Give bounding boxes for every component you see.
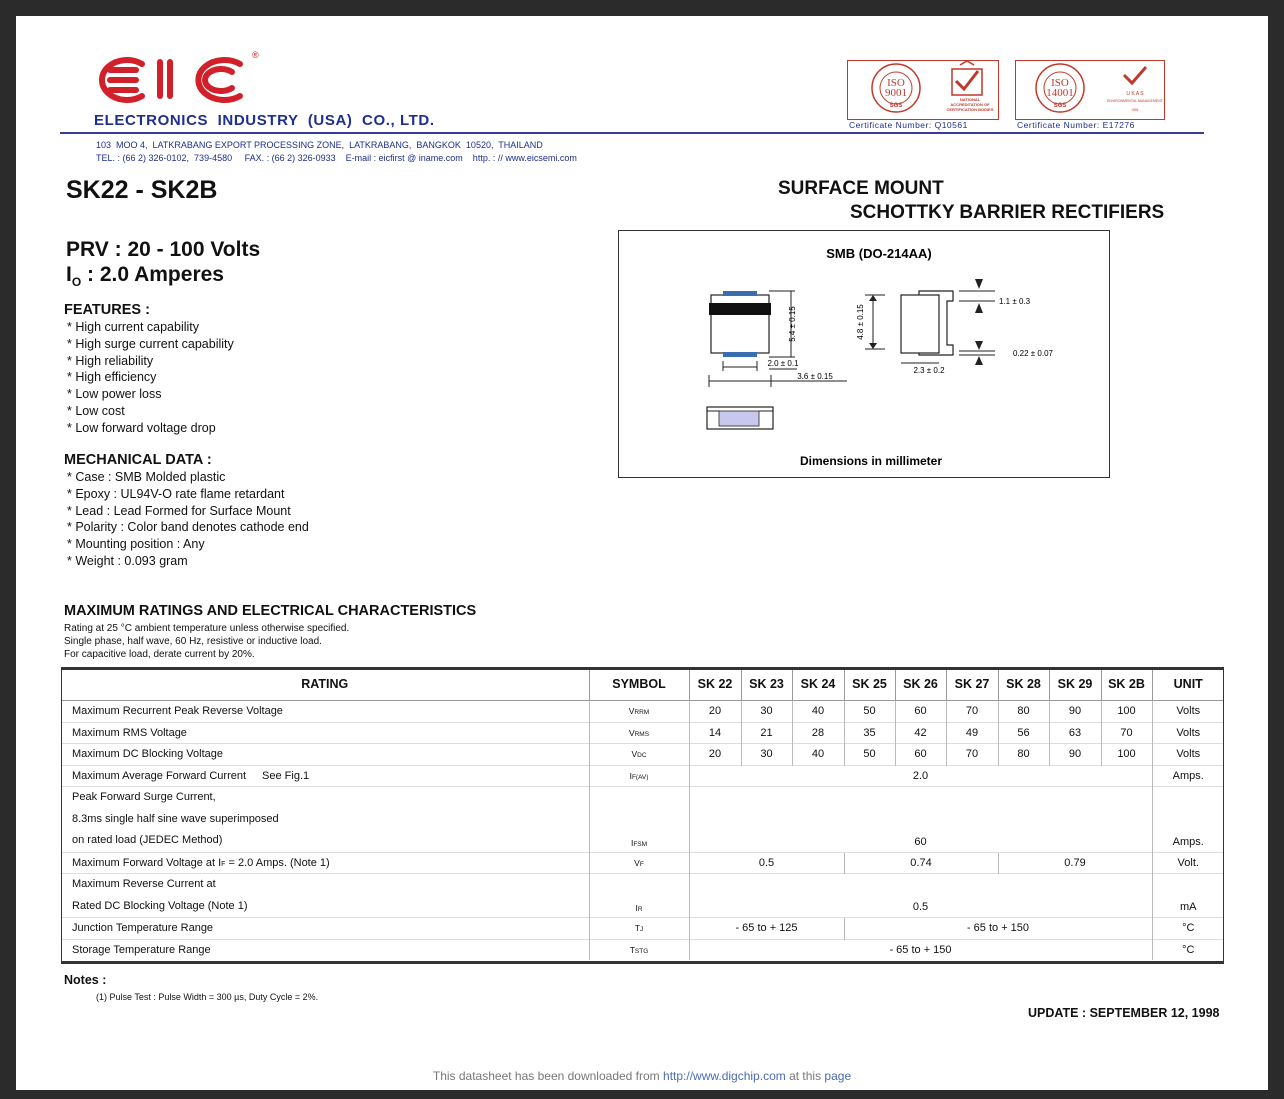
header-cell: SYMBOL	[589, 668, 689, 701]
table-row: Maximum Reverse Current at Rated DC Blocking Voltage (Note 1) IR 0.5 mA	[61, 874, 1224, 918]
iso-number: 9001	[885, 87, 907, 99]
bottom-view	[707, 407, 773, 429]
ratings-note: For capacitive load, derate current by 20%.	[64, 649, 255, 660]
side-view	[901, 279, 1054, 375]
note-1: (1) Pulse Test : Pulse Width = 300 µs, Duty Cycle = 2%.	[96, 992, 319, 1002]
features-list	[67, 319, 234, 437]
feature-item: * Low power loss	[67, 387, 162, 402]
table-row: Maximum Average Forward Current See Fig.1 IF(AV) 2.0 Amps.	[61, 765, 1224, 787]
digchip-link[interactable]: http://www.digchip.com	[663, 1069, 786, 1083]
table-bottom-border	[61, 961, 1224, 964]
header-cell: SK 29	[1049, 668, 1101, 701]
ukas-text: U K A S	[1126, 91, 1144, 97]
top-view	[709, 291, 847, 387]
table-header-row	[61, 668, 1224, 701]
dim-1-1: 1.1 ± 0.3	[999, 297, 1031, 306]
header-cell: SK 2B	[1101, 668, 1152, 701]
product-title-line-2: SCHOTTKY BARRIER RECTIFIERS	[850, 202, 1165, 223]
package-diagram	[618, 230, 1110, 478]
header-cell: SK 26	[895, 668, 946, 701]
feature-item: * High surge current capability	[67, 336, 234, 351]
product-title-line-1: SURFACE MOUNT	[778, 178, 944, 199]
dim-0-22: 0.22 ± 0.07	[1013, 349, 1053, 358]
dim-5-4: 5.4 ± 0.15	[788, 306, 797, 342]
header-cell: SK 27	[946, 668, 998, 701]
mechanical-item: * Case : SMB Molded plastic	[67, 470, 226, 484]
ukas-sub: ENVIRONMENTAL MANAGEMENT	[1107, 99, 1163, 103]
table-top-border	[61, 667, 1224, 670]
download-footer: This datasheet has been downloaded from http://www.digchip.com at this page	[432, 1069, 852, 1083]
sgs-text: SGS	[889, 103, 903, 109]
notes-heading: Notes :	[64, 973, 107, 987]
table-row: Maximum Recurrent Peak Reverse Voltage VRRM 20 30 40 50 60 70 80 90 100 Volts	[61, 701, 1224, 723]
iso14001-certificate	[1015, 60, 1165, 120]
mechanical-item: * Epoxy : UL94V-O rate flame retardant	[67, 486, 285, 501]
io-rating: $I_O$ : 2.0 Amperes	[66, 263, 224, 290]
ratings-table	[61, 668, 1224, 960]
company-name: ELECTRONICS INDUSTRY (USA) CO., LTD.	[94, 112, 435, 129]
mechanical-list	[67, 469, 309, 570]
ratings-notes	[64, 622, 349, 661]
iso-number: 14001	[1046, 87, 1074, 99]
iso-text: ISO	[1051, 77, 1069, 89]
page-link[interactable]: page	[824, 1069, 852, 1083]
feature-item: * Low cost	[67, 403, 125, 418]
feature-item: * High current capability	[67, 320, 200, 334]
ratings-heading: MAXIMUM RATINGS AND ELECTRICAL CHARACTERISTICS	[64, 603, 477, 619]
package-title: SMB (DO-214AA)	[826, 246, 932, 261]
mechanical-item: * Weight : 0.093 gram	[67, 553, 188, 568]
header-cell: SK 24	[792, 668, 844, 701]
registered-mark: ®	[252, 50, 259, 60]
dim-2-0: 2.0 ± 0.1	[767, 359, 799, 368]
cert1-number: Certificate Number: Q10561	[849, 120, 968, 130]
dim-2-3: 2.3 ± 0.2	[913, 366, 945, 375]
diagram-caption: Dimensions in millimeter	[799, 454, 943, 468]
sgs-text: SGS	[1053, 103, 1067, 109]
ukas-num: 005	[1131, 107, 1139, 112]
address-line-2: TEL. : (66 2) 326-0102, 739-4580 FAX. : (66 2) 326-0933 E-mail : eicfirst @ iname.com http. : // www.eicsemi.com	[96, 153, 577, 163]
update-date: UPDATE : SEPTEMBER 12, 1998	[1028, 1006, 1220, 1020]
feature-item: * Low forward voltage drop	[67, 420, 216, 435]
table-row: Storage Temperature Range TSTG - 65 to + 150 °C	[61, 939, 1224, 960]
mechanical-heading: MECHANICAL DATA :	[64, 452, 212, 468]
mechanical-item: * Lead : Lead Formed for Surface Mount	[67, 503, 291, 518]
prv-rating: PRV : 20 - 100 Volts	[66, 238, 261, 261]
header-rule	[60, 132, 1204, 134]
header-cell: SK 25	[844, 668, 895, 701]
table-left-border	[61, 667, 62, 963]
ratings-note: Single phase, half wave, 60 Hz, resistive or inductive load.	[64, 636, 322, 647]
header-cell: RATING	[61, 668, 589, 701]
header-cell: SK 23	[741, 668, 792, 701]
height-dimension	[856, 295, 885, 349]
part-number: SK22 - SK2B	[66, 176, 218, 204]
table-row: Maximum DC Blocking Voltage VDC 20 30 40 50 60 70 80 90 100 Volts	[61, 744, 1224, 766]
feature-item: * High efficiency	[67, 370, 157, 385]
table-row: Maximum RMS Voltage VRMS 14 21 28 35 42 49 56 63 70 Volts	[61, 722, 1224, 744]
table-right-border	[1223, 667, 1224, 963]
table-row: Junction Temperature Range TJ - 65 to + 125 - 65 to + 150 °C	[61, 918, 1224, 940]
nacb-text: NATIONAL ACCREDITATION OF CERTIFICATION BODIES	[946, 97, 994, 112]
header-cell: SK 28	[998, 668, 1049, 701]
features-heading: FEATURES :	[64, 302, 150, 318]
iso9001-certificate	[847, 60, 999, 120]
dim-4-8: 4.8 ± 0.15	[856, 304, 865, 340]
table-row: Peak Forward Surge Current, 8.3ms single half sine wave superimposed on rated load (JEDEC Method) IFSM 60 Amps.	[61, 787, 1224, 853]
header-cell: UNIT	[1152, 668, 1224, 701]
mechanical-item: * Mounting position : Any	[67, 537, 205, 552]
cert2-number: Certificate Number: E17276	[1017, 120, 1135, 130]
feature-item: * High reliability	[67, 353, 154, 368]
eic-logo	[90, 54, 260, 104]
header-cell: SK 22	[689, 668, 741, 701]
ratings-note: Rating at 25 °C ambient temperature unless otherwise specified.	[64, 623, 350, 634]
mechanical-item: * Polarity : Color band denotes cathode end	[67, 520, 309, 535]
iso-text: ISO	[887, 77, 905, 89]
datasheet-page	[16, 16, 1268, 1090]
table-row: Maximum Forward Voltage at IF = 2.0 Amps. (Note 1) VF 0.5 0.74 0.79 Volt.	[61, 852, 1224, 874]
address-line-1: 103 MOO 4, LATKRABANG EXPORT PROCESSING ZONE, LATKRABANG, BANGKOK 10520, THAILAND	[96, 140, 543, 150]
dim-3-6: 3.6 ± 0.15	[797, 372, 833, 381]
